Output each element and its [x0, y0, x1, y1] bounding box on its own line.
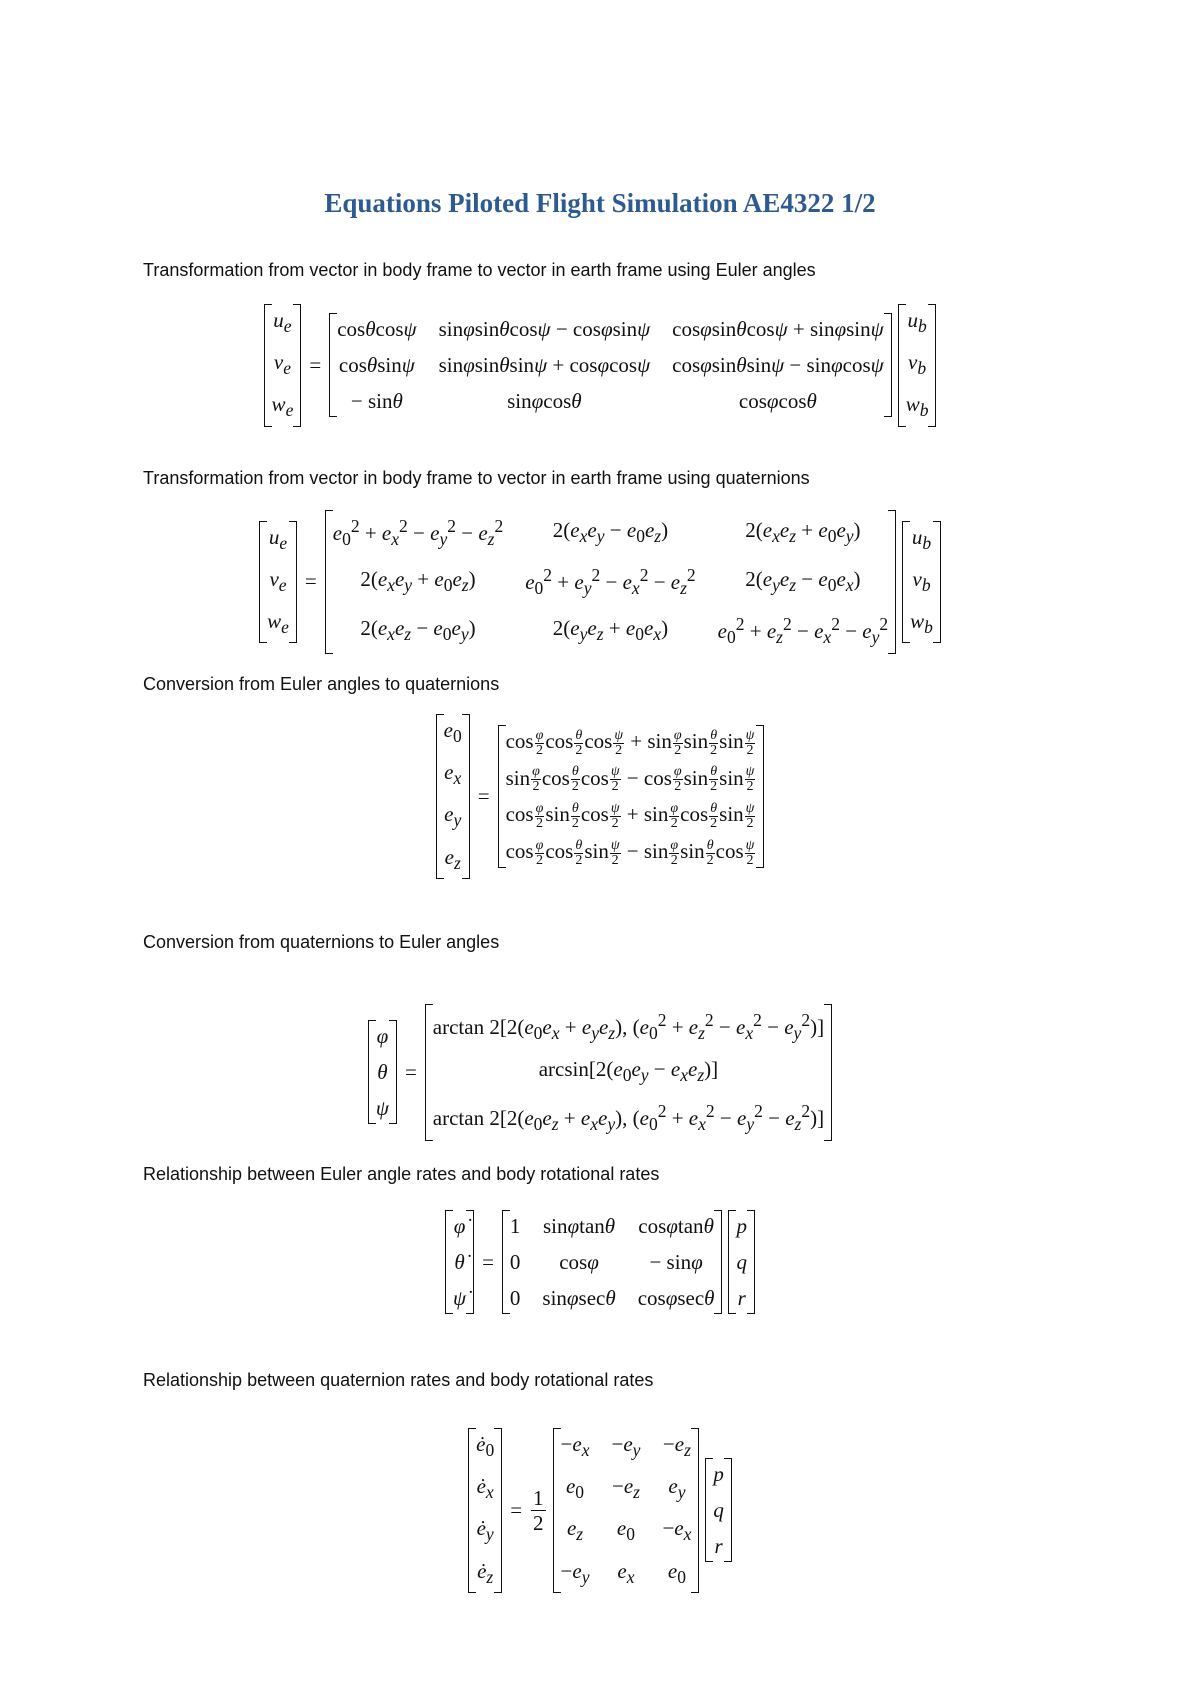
section-heading-euler-rates: Relationship between Euler angle rates and body rotational rates [143, 1164, 660, 1184]
equation-euler-to-quaternion: $e_0$ $e_x$ $e_y$ $e_z$ = cos $\frac{\varphi}{2}$ cos $\frac{\theta}{2}$ cos $\frac{\psi}{2}$ + sin $\frac{\varphi}{2}$ sin $\frac{\theta}{2}$ sin $\frac{\psi}{2}$ sin $\frac{\varphi}{2}$ cos $\frac{\theta}{2}$ cos $\frac{\psi}{2}$ − cos $\frac{\varphi}{2}$ sin $\frac{\theta}{2}$ sin $\frac{\psi}{2}$ cos $\frac{\varphi}{2}$ sin $\frac{\theta}{2}$ cos $\frac{\psi}{2}$ + sin $\frac{\varphi}{2}$ cos $\frac{\theta}{2}$ sin $\frac{\psi}{2}$ cos $\frac{\varphi}{2}$ cos $\frac{\theta}{2}$ sin $\frac{\psi}{2}$ − sin $\frac{\varphi}{2}$ sin $\frac{\theta}{2}$ cos $\frac{\psi}{2}$ [0, 714, 1200, 879]
section-heading-euler-transform: Transformation from vector in body frame to vector in earth frame using Euler angles [143, 260, 816, 280]
equation-quaternion-rates: $ė_0$ $ė_x$ $ė_y$ $ė_z$ = $\frac{1}{2}$ $-e_x$ $-e_y$ $-e_z$ $e_0$ $-e_z$ $e_y$ $e_z$ $e_0$ $-e_x$ $-e_y$ $e_x$ $e_0$ p q r [0, 1428, 1200, 1593]
section-heading-quaternion-rates: Relationship between quaternion rates and body rotational rates [143, 1370, 654, 1390]
body-rate-vector: p q r [705, 1458, 732, 1562]
euler-rate-vector: φ̇ θ̇ ψ̇ [445, 1210, 474, 1314]
quaternion-euler-expressions: $\arctan 2[2(e_0e_x + e_ye_z)$, $(e_0^2 + e_z^2 - e_x^2 - e_y^2)$] $\arcsin[2(e_0e_y - e_xe_z)]$ $\arctan 2[2(e_0e_z + e_xe_y)$, $(e_0^2 + e_x^2 - e_y^2 - e_z^2)$] [425, 1004, 832, 1141]
equation-euler-rates: φ̇ θ̇ ψ̇ = 1 sinφtanθ cosφtanθ 0 cosφ − sinφ 0 sinφsecθ cosφsecθ p q r [0, 1210, 1200, 1314]
quaternion-rate-matrix: $-e_x$ $-e_y$ $-e_z$ $e_0$ $-e_z$ $e_y$ $e_z$ $e_0$ $-e_x$ $-e_y$ $e_x$ $e_0$ [553, 1428, 700, 1593]
euler-rate-matrix: 1 sinφtanθ cosφtanθ 0 cosφ − sinφ 0 sinφsecθ cosφsecθ [502, 1210, 723, 1314]
quaternion-rotation-matrix: $e_0^2 + e_x^2 - e_y^2 - e_z^2$ $2(e_xe_y - e_0e_z)$ $2(e_xe_z + e_0e_y)$ $2(e_xe_y + e_0e_z)$ $e_0^2 + e_y^2 - e_x^2 - e_z^2$ $2(e_ye_z - e_0e_x)$ $2(e_xe_z - e_0e_y)$ $2(e_ye_z + e_0e_x)$ $e_0^2 + e_z^2 - e_x^2 - e_y^2$ [325, 510, 896, 654]
section-heading-quaternion-transform: Transformation from vector in body frame to vector in earth frame using quaternions [143, 468, 810, 488]
earth-velocity-vector: $u_e$ $v_e$ $w_e$ [259, 521, 297, 644]
page-title: Equations Piloted Flight Simulation AE4322 1/2 [324, 188, 876, 218]
euler-angle-vector: φ θ ψ [368, 1020, 397, 1124]
euler-rotation-matrix: cosθcosψ sinφsinθcosψ − cosφsinψ cosφsinθcosψ + sinφsinψ cosθsinψ sinφsinθsinψ + cosφcosψ cosφsinθsinψ − sinφcosψ − sinθ sinφcosθ cosφcosθ [329, 313, 892, 417]
equation-quaternion-to-euler: φ θ ψ = $\arctan 2[2(e_0e_x + e_ye_z)$, $(e_0^2 + e_z^2 - e_x^2 - e_y^2)$] $\arcsin[2(e_0e_y - e_xe_z)]$ $\arctan 2[2(e_0e_z + e_xe_y)$, $(e_0^2 + e_x^2 - e_y^2 - e_z^2)$] [0, 1004, 1200, 1141]
body-velocity-vector: $u_b$ $v_b$ $w_b$ [902, 521, 941, 644]
body-rate-vector: p q r [728, 1210, 755, 1314]
earth-velocity-vector: $u_e$ $v_e$ $w_e$ [264, 304, 302, 427]
section-heading-quaternion-to-euler: Conversion from quaternions to Euler angles [143, 932, 500, 952]
section-heading-euler-to-quaternion: Conversion from Euler angles to quaternions [143, 674, 500, 694]
quaternion-vector: $e_0$ $e_x$ $e_y$ $e_z$ [436, 714, 470, 879]
equation-quaternion-transform: $u_e$ $v_e$ $w_e$ = $e_0^2 + e_x^2 - e_y^2 - e_z^2$ $2(e_xe_y - e_0e_z)$ $2(e_xe_z + e_0e_y)$ $2(e_xe_y + e_0e_z)$ $e_0^2 + e_y^2 - e_x^2 - e_z^2$ $2(e_ye_z - e_0e_x)$ $2(e_xe_z - e_0e_y)$ $2(e_ye_z + e_0e_x)$ $e_0^2 + e_z^2 - e_x^2 - e_y^2$ $u_b$ $v_b$ $w_b$ [0, 510, 1200, 654]
equation-euler-transform: $u_e$ $v_e$ $w_e$ = cosθcosψ sinφsinθcosψ − cosφsinψ cosφsinθcosψ + sinφsinψ cosθsinψ sinφsinθsinψ + cosφcosψ cosφsinθsinψ − sinφcosψ − sinθ sinφcosθ cosφcosθ $u_b$ $v_b$ $w_b$ [0, 304, 1200, 427]
body-velocity-vector: $u_b$ $v_b$ $w_b$ [898, 304, 937, 427]
quaternion-rate-vector: $ė_0$ $ė_x$ $ė_y$ $ė_z$ [468, 1428, 502, 1593]
one-half-fraction: $\frac{1}{2}$ [533, 1485, 544, 1535]
euler-half-angle-vector: cos $\frac{\varphi}{2}$ cos $\frac{\theta}{2}$ cos $\frac{\psi}{2}$ + sin $\frac{\varphi}{2}$ sin $\frac{\theta}{2}$ sin $\frac{\psi}{2}$ sin $\frac{\varphi}{2}$ cos $\frac{\theta}{2}$ cos $\frac{\psi}{2}$ − cos $\frac{\varphi}{2}$ sin $\frac{\theta}{2}$ sin $\frac{\psi}{2}$ cos $\frac{\varphi}{2}$ sin $\frac{\theta}{2}$ cos $\frac{\psi}{2}$ + sin $\frac{\varphi}{2}$ cos $\frac{\theta}{2}$ sin $\frac{\psi}{2}$ cos $\frac{\varphi}{2}$ cos $\frac{\theta}{2}$ sin $\frac{\psi}{2}$ − sin $\frac{\varphi}{2}$ sin $\frac{\theta}{2}$ cos $\frac{\psi}{2}$ [498, 725, 765, 868]
